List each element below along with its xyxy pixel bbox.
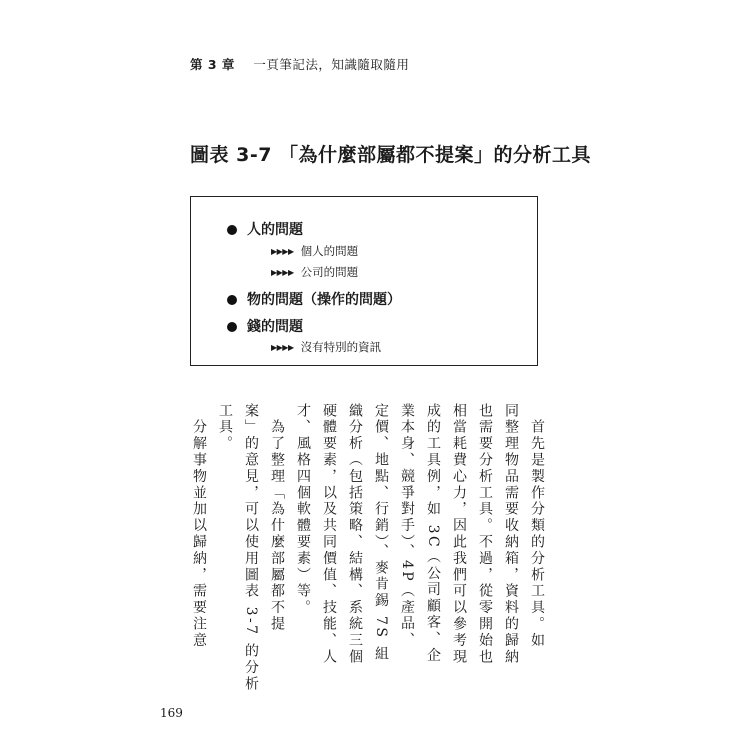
arrow-icon: ▶▶▶▶ xyxy=(271,247,294,256)
body-text-column: 工具。 xyxy=(217,403,233,453)
body-text-column: 同整理物品需要收納箱，資料的歸納 xyxy=(503,403,519,666)
chapter-number: 第 3 章 xyxy=(190,57,235,72)
body-text-column: 織分析（包括策略、結構、系統三個 xyxy=(347,403,363,666)
page-number: 169 xyxy=(160,706,183,720)
sub-item-label: 公司的問題 xyxy=(300,265,359,279)
bullet-dot-icon xyxy=(227,225,237,235)
bullet-label: 人的問題 xyxy=(247,222,303,238)
body-text-column: 成的工具例，如 3C（公司顧客、企 xyxy=(425,403,441,664)
chapter-header xyxy=(190,55,409,73)
sub-item-label: 個人的問題 xyxy=(300,244,359,258)
figure-title: 圖表 3-7 「為什麼部屬都不提案」的分析工具 xyxy=(190,144,592,166)
body-text-column: 首先是製作分類的分析工具。如 xyxy=(529,403,545,649)
bullet-label: 錢的問題 xyxy=(247,319,303,335)
bullet-item-money xyxy=(227,316,303,336)
bullet-item-things xyxy=(227,289,401,309)
bullet-dot-icon xyxy=(227,322,237,332)
sub-item-label: 沒有特別的資訊 xyxy=(300,340,382,354)
body-text-column: 業本身、競爭對手）、4P（產品、 xyxy=(399,403,415,649)
body-text-column: 案」的意見，可以使用圖表 3-7 的分析 xyxy=(243,403,259,693)
body-text-column: 硬體要素，以及共同價值、技能、人 xyxy=(321,403,337,666)
figure-box xyxy=(190,196,538,366)
bullet-item-people xyxy=(227,219,303,239)
sub-item xyxy=(271,243,358,259)
sub-item xyxy=(271,339,381,355)
chapter-title: 一頁筆記法，知識隨取隨用 xyxy=(253,57,410,72)
body-text-column: 分解事物並加以歸納，需要注意 xyxy=(191,403,207,649)
body-text-column: 才、風格四個軟體要素）等。 xyxy=(295,403,311,617)
sub-item xyxy=(271,264,358,280)
arrow-icon: ▶▶▶▶ xyxy=(271,268,294,277)
body-text-column: 定價、地點、行銷）、麥肯錫 7S 組 xyxy=(373,403,389,663)
arrow-icon: ▶▶▶▶ xyxy=(271,343,294,352)
body-text-column: 為了整理「為什麼部屬都不提 xyxy=(269,403,285,633)
bullet-label: 物的問題（操作的問題） xyxy=(247,292,401,308)
body-text-column: 也需要分析工具。不過，從零開始也 xyxy=(477,403,493,666)
bullet-dot-icon xyxy=(227,295,237,305)
body-text-column: 相當耗費心力，因此我們可以參考現 xyxy=(451,403,467,666)
